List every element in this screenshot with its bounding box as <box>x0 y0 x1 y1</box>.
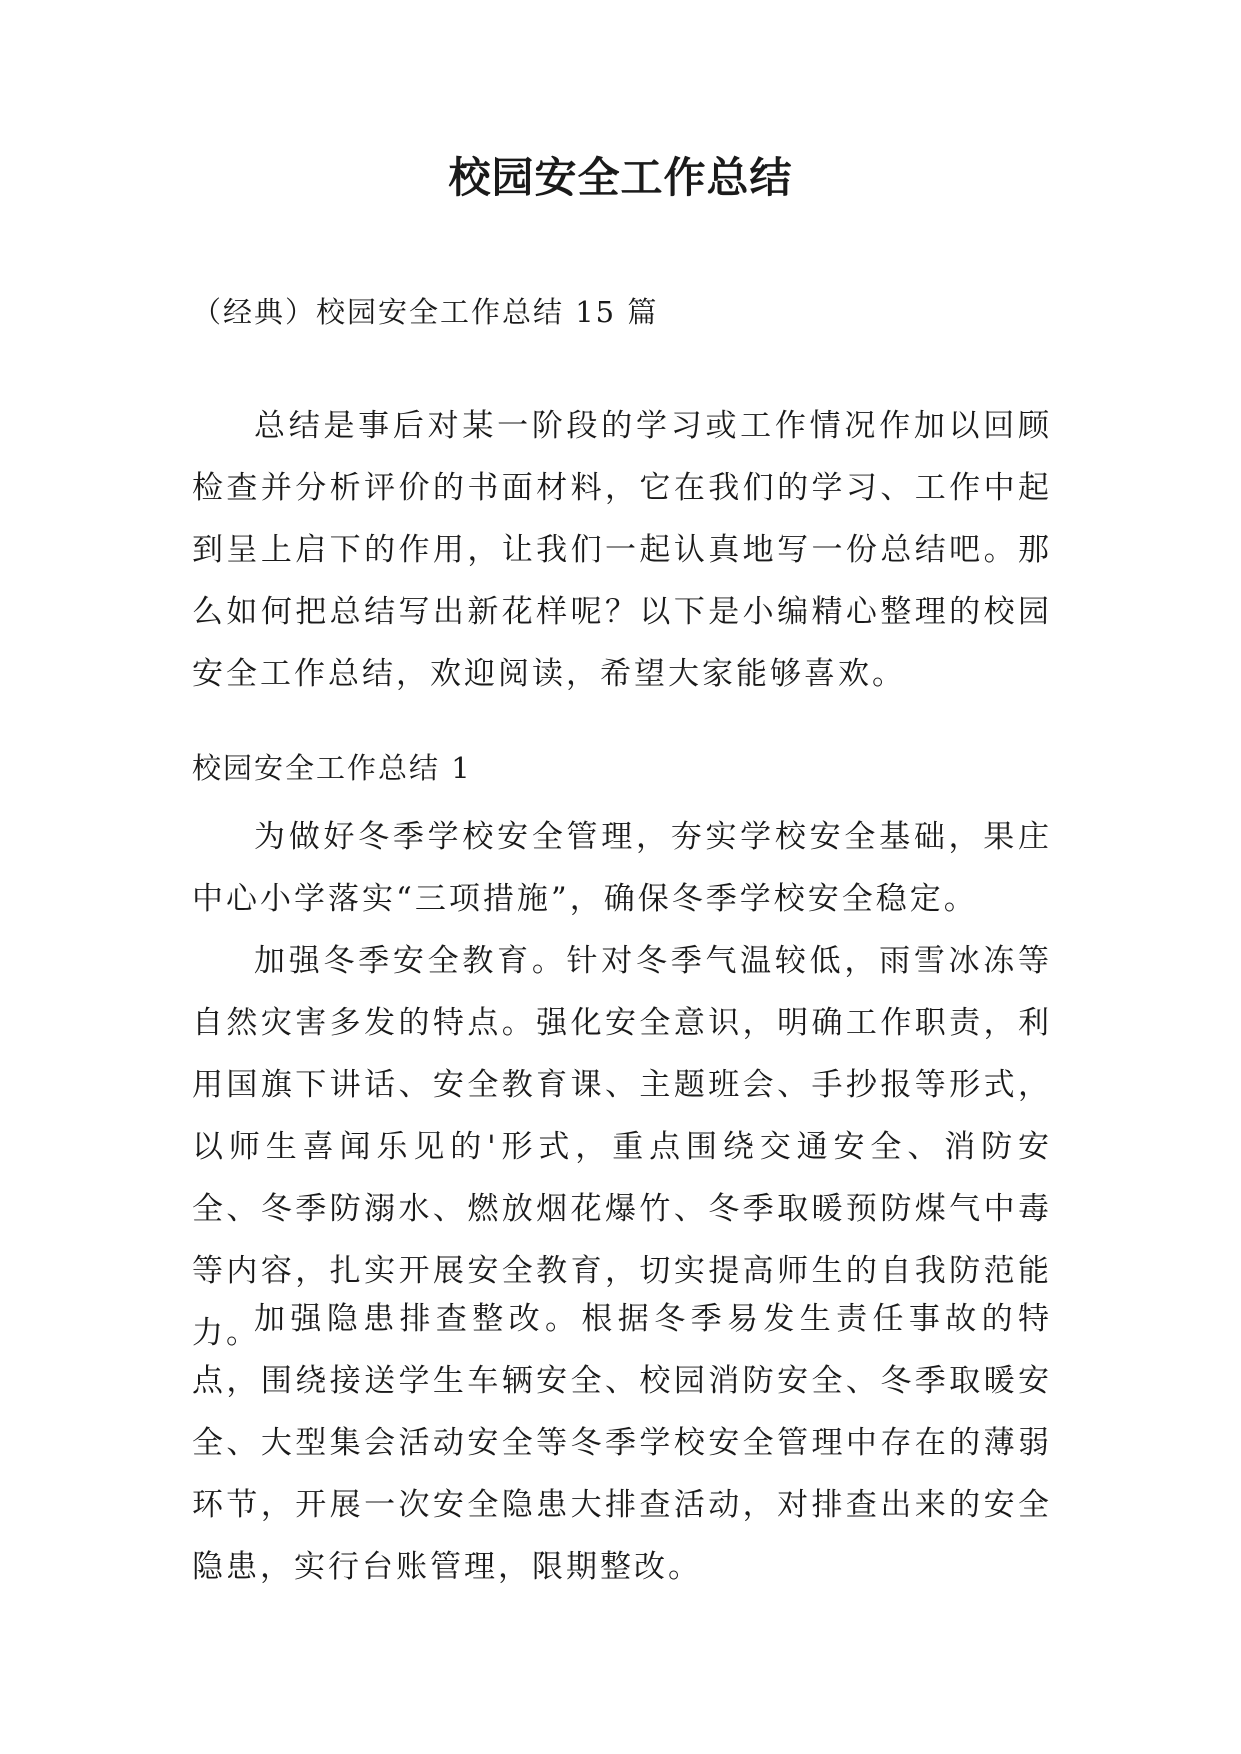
intro-paragraph: 总结是事后对某一阶段的学习或工作情况作加以回顾检查并分析评价的书面材料，它在我们的学习、工作中起到呈上启下的作用，让我们一起认真地写一份总结吧。那么如何把总结写出新花样呢？以下是小编精心整理的校园安全工作总结，欢迎阅读，希望大家能够喜欢。 <box>192 408 1052 692</box>
body-paragraph-1: 为做好冬季学校安全管理，夯实学校安全基础，果庄中心小学落实“三项措施”，确保冬季学校安全稳定。 <box>192 819 1052 917</box>
section-heading: 校园安全工作总结 1 <box>192 751 472 785</box>
body-paragraph-2: 加强冬季安全教育。针对冬季气温较低，雨雪冰冻等自然灾害多发的特点。强化安全意识，明确工作职责，利用国旗下讲话、安全教育课、主题班会、手抄报等形式，以师生喜闻乐见的'形式，重点围绕交通安全、消防安全、冬季防溺水、燃放烟花爆竹、冬季取暖预防煤气中毒等内容，扎实开展安全教育，切实提高师生的自我防范能力。 <box>192 943 1052 1351</box>
document-title: 校园安全工作总结 <box>448 153 793 202</box>
document-subtitle: （经典）校园安全工作总结 15 篇 <box>192 295 659 329</box>
body-paragraph-3: 加强隐患排查整改。根据冬季易发生责任事故的特点，围绕接送学生车辆安全、校园消防安全、冬季取暖安全、大型集会活动安全等冬季学校安全管理中存在的薄弱环节，开展一次安全隐患大排查活动，对排查出来的安全隐患，实行台账管理，限期整改。 <box>192 1301 1052 1585</box>
